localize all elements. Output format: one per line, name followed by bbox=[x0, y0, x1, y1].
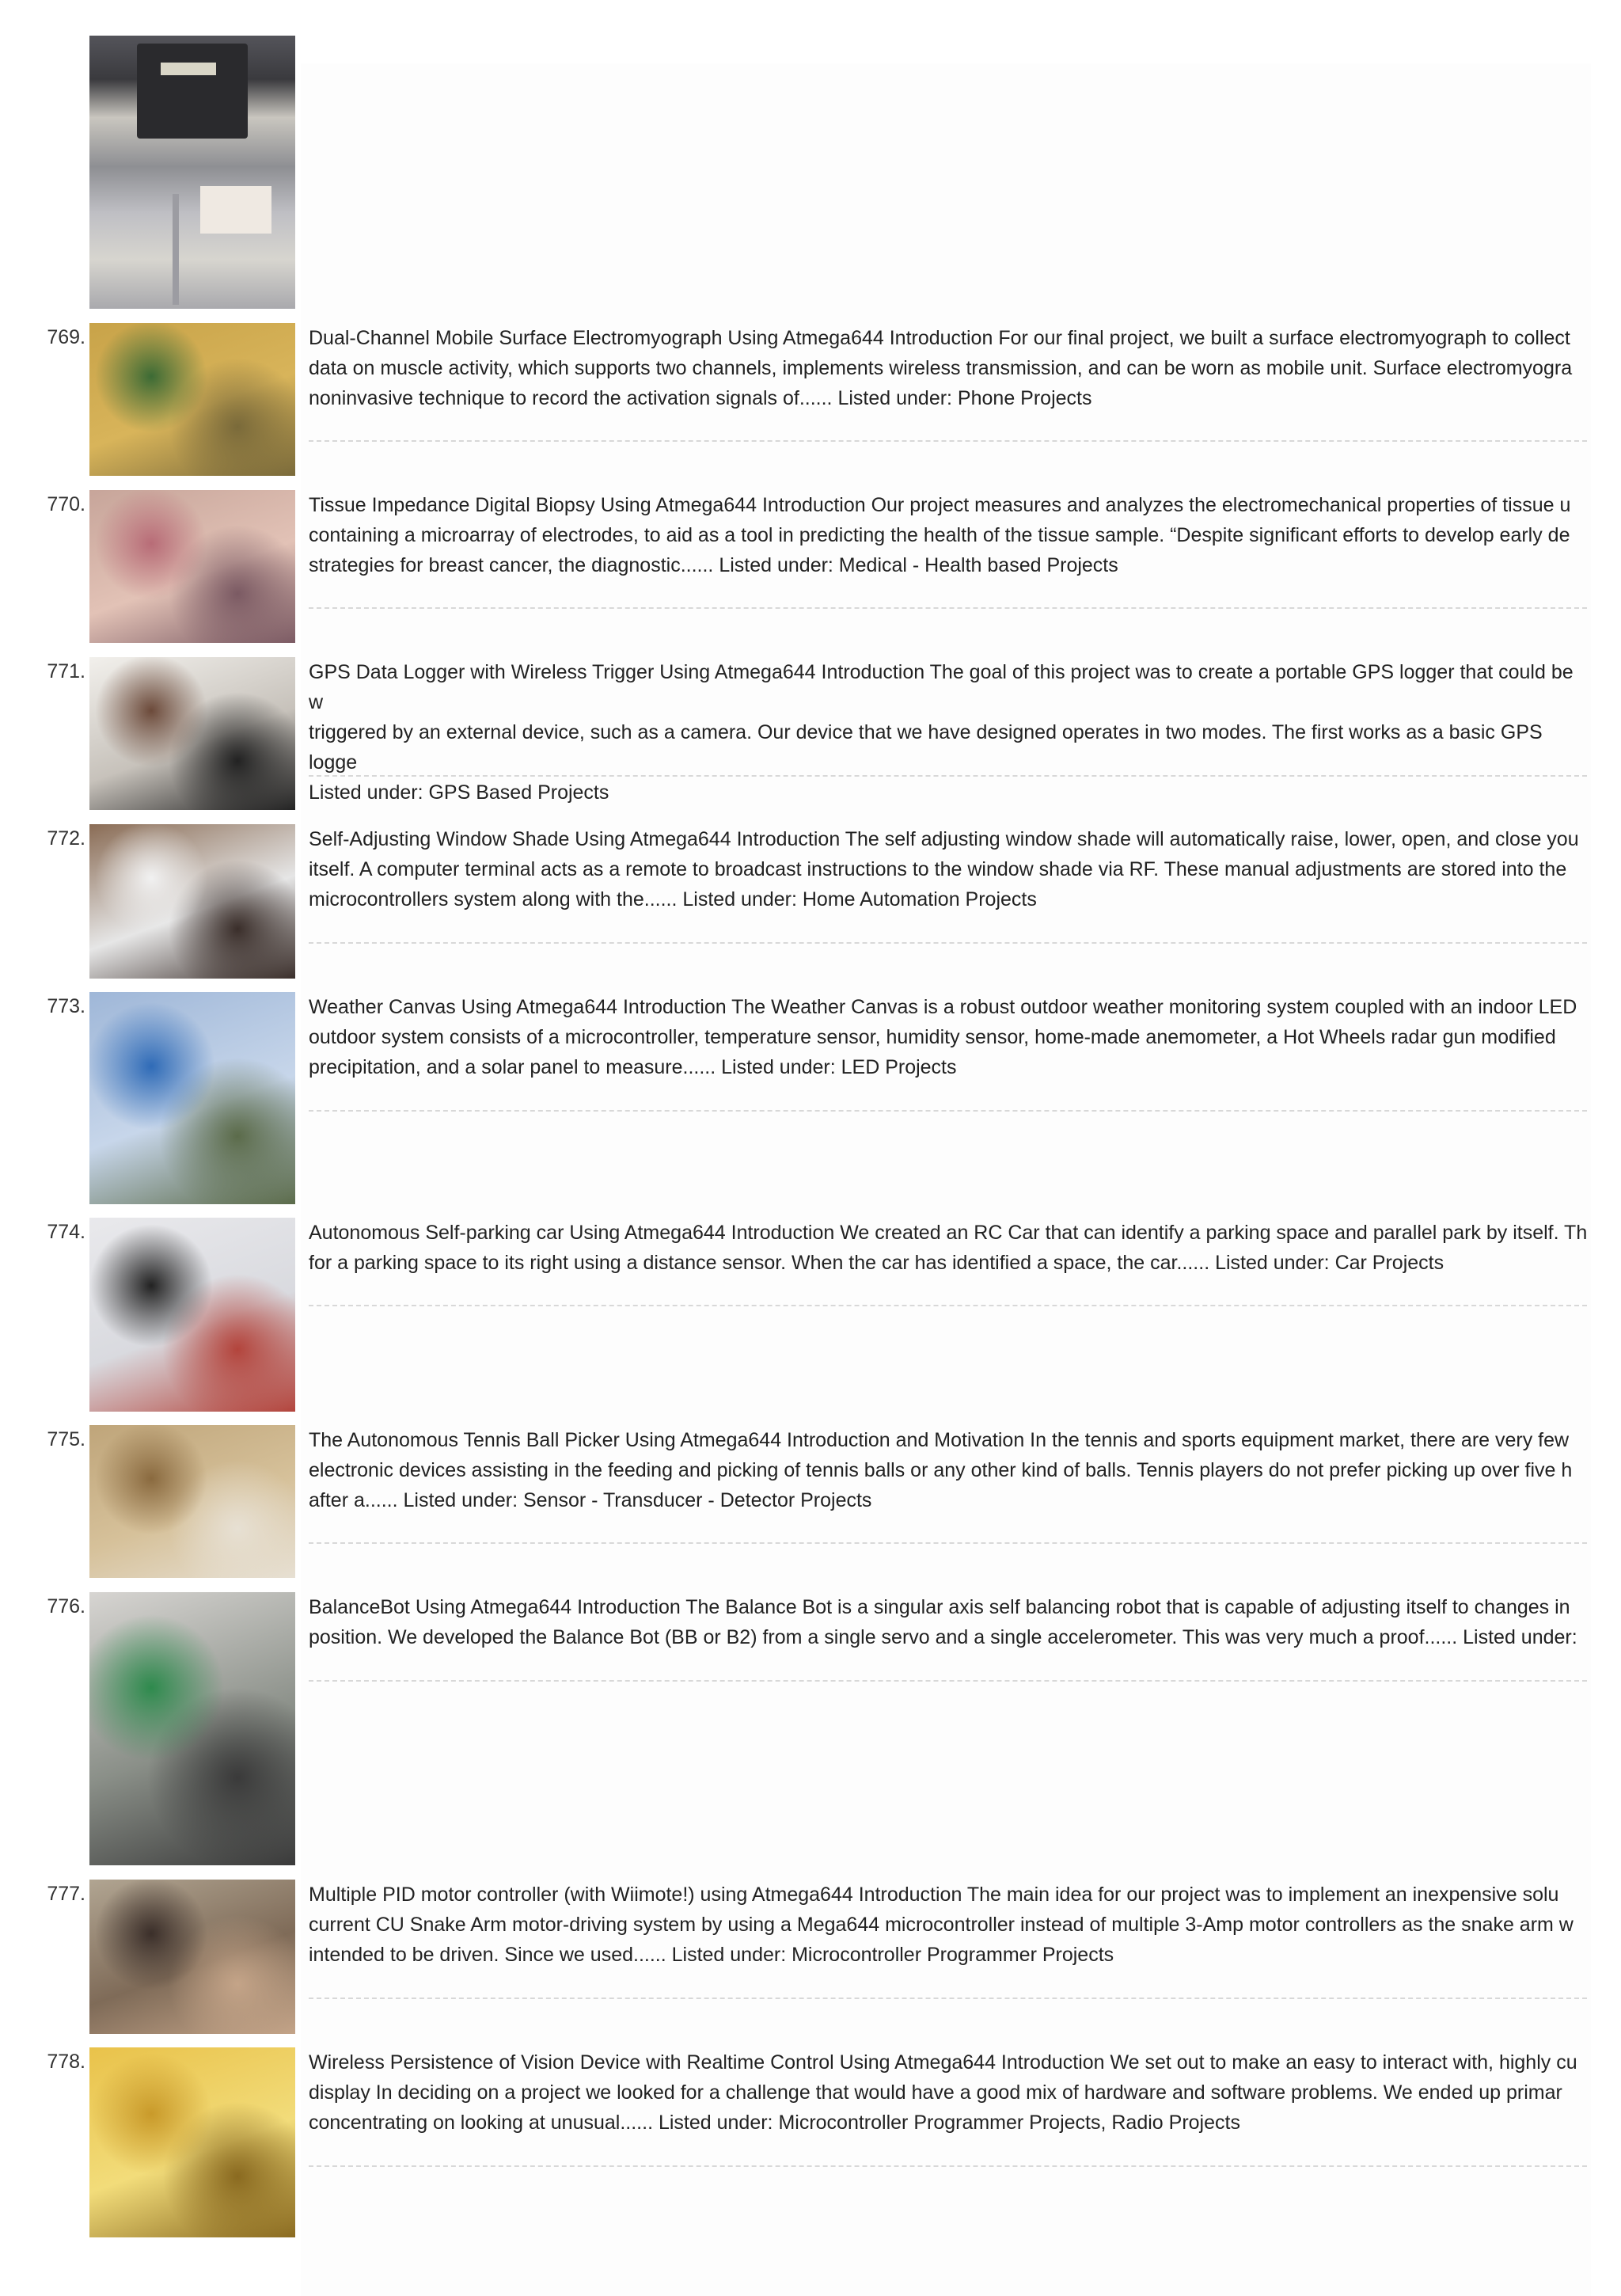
item-separator bbox=[309, 1680, 1587, 1682]
project-thumbnail[interactable] bbox=[89, 657, 295, 810]
item-number: 775. bbox=[47, 1428, 85, 1450]
item-number: 773. bbox=[47, 995, 85, 1017]
item-number: 776. bbox=[47, 1595, 85, 1617]
item-number: 774. bbox=[47, 1221, 85, 1243]
item-separator bbox=[309, 607, 1587, 609]
item-number: 771. bbox=[47, 660, 85, 682]
project-description[interactable]: Dual-Channel Mobile Surface Electromyograph Using Atmega644 Introduction For our final project, we built a surface electromyograph to collect data on muscle activity, which supports two channels, implements wireless transmission, and can be worn as mobile unit. Surface electromyogra noninvasive technique to record the activation signals of...... Listed under: Phone Projects bbox=[309, 327, 1573, 409]
item-separator bbox=[309, 2165, 1587, 2167]
item-separator bbox=[309, 1110, 1587, 1112]
project-description[interactable]: Self-Adjusting Window Shade Using Atmega644 Introduction The self adjusting window shade will automatically raise, lower, open, and close you itself. A computer terminal acts as a remote to broadcast instructions to the window shade via RF. These manual adjustments are stored into the microcontrollers system along with the...... Listed under: Home Automation Projects bbox=[309, 828, 1579, 910]
project-description[interactable]: Weather Canvas Using Atmega644 Introduction The Weather Canvas is a robust outdoor weather monitoring system coupled with an indoor LED outdoor system consists of a microcontroller, temperature sensor, humidity sensor, home-made anemometer, a Hot Wheels radar gun modified precipitation, and a solar panel to measure...... Listed under: LED Projects bbox=[309, 996, 1577, 1078]
project-thumbnail[interactable] bbox=[89, 2047, 295, 2237]
device-lcd bbox=[161, 63, 216, 75]
project-thumbnail[interactable] bbox=[89, 1425, 295, 1578]
item-number: 777. bbox=[47, 1883, 85, 1905]
item-separator bbox=[309, 1998, 1587, 1999]
item-separator bbox=[309, 440, 1587, 442]
project-description[interactable]: Autonomous Self-parking car Using Atmega644 Introduction We created an RC Car that can identify a parking space and parallel park by itself. Th for a parking space to its right using a distance sensor. When the car has identified a space, the car...... Listed under: Car Projects bbox=[309, 1222, 1588, 1274]
item-number: 778. bbox=[47, 2051, 85, 2073]
item-separator bbox=[309, 942, 1587, 944]
device-box bbox=[137, 44, 248, 139]
project-thumbnail[interactable] bbox=[89, 1880, 295, 2034]
project-description[interactable]: The Autonomous Tennis Ball Picker Using Atmega644 Introduction and Motivation In the tennis and sports equipment market, there are very few electronic devices assisting in the feeding and picking of tennis balls or any other kind of balls. Tennis players do not prefer picking up over five h after a...... Listed under: Sensor - Transducer - Detector Projects bbox=[309, 1429, 1573, 1511]
item-number: 770. bbox=[47, 493, 85, 515]
project-thumbnail[interactable] bbox=[89, 1218, 295, 1412]
project-description[interactable]: GPS Data Logger with Wireless Trigger Using Atmega644 Introduction The goal of this project was to create a portable GPS logger that could be w triggered by an external device, such as a camera. Our device that we have designed operates in two modes. The first works as a basic GPS logge Listed under: GPS Based Projects bbox=[309, 661, 1574, 804]
item-separator bbox=[309, 1305, 1587, 1306]
item-separator bbox=[309, 1542, 1587, 1544]
project-description[interactable]: BalanceBot Using Atmega644 Introduction The Balance Bot is a singular axis self balancing robot that is capable of adjusting itself to changes in position. We developed the Balance Bot (BB or B2) from a single servo and a single accelerometer. This was very much a proof...... Listed under: bbox=[309, 1596, 1577, 1648]
item-number: 769. bbox=[47, 326, 85, 348]
tripod-leg bbox=[173, 194, 179, 305]
project-description[interactable]: Multiple PID motor controller (with Wiimote!) using Atmega644 Introduction The main idea for our project was to implement an inexpensive solu current CU Snake Arm motor-driving system by using a Mega644 microcontroller instead of multiple 3-Amp motor controllers as the snake arm w intended to be driven. Since we used...... Listed under: Microcontroller Programmer Projects bbox=[309, 1884, 1574, 1966]
project-thumbnail[interactable] bbox=[89, 824, 295, 979]
project-thumbnail[interactable] bbox=[89, 1592, 295, 1865]
top-project-thumbnail[interactable] bbox=[89, 36, 295, 309]
breadboard bbox=[200, 186, 271, 234]
item-separator bbox=[309, 775, 1587, 777]
project-description[interactable]: Wireless Persistence of Vision Device with Realtime Control Using Atmega644 Introduction We set out to make an easy to interact with, highly cu display In deciding on a project we looked for a challenge that would have a good mix of hardware and software problems. We ended up primar concentrating on looking at unusual...... Listed under: Microcontroller Programmer Projects, Radio Projects bbox=[309, 2051, 1577, 2134]
project-description[interactable]: Tissue Impedance Digital Biopsy Using Atmega644 Introduction Our project measures and analyzes the electromechanical properties of tissue u containing a microarray of electrodes, to aid as a tool in predicting the health of the tissue sample. “Despite significant efforts to develop early de strategies for breast cancer, the diagnostic...... Listed under: Medical - Health based Projects bbox=[309, 494, 1571, 576]
item-number: 772. bbox=[47, 827, 85, 850]
project-thumbnail[interactable] bbox=[89, 992, 295, 1204]
project-thumbnail[interactable] bbox=[89, 323, 295, 476]
project-thumbnail[interactable] bbox=[89, 490, 295, 643]
